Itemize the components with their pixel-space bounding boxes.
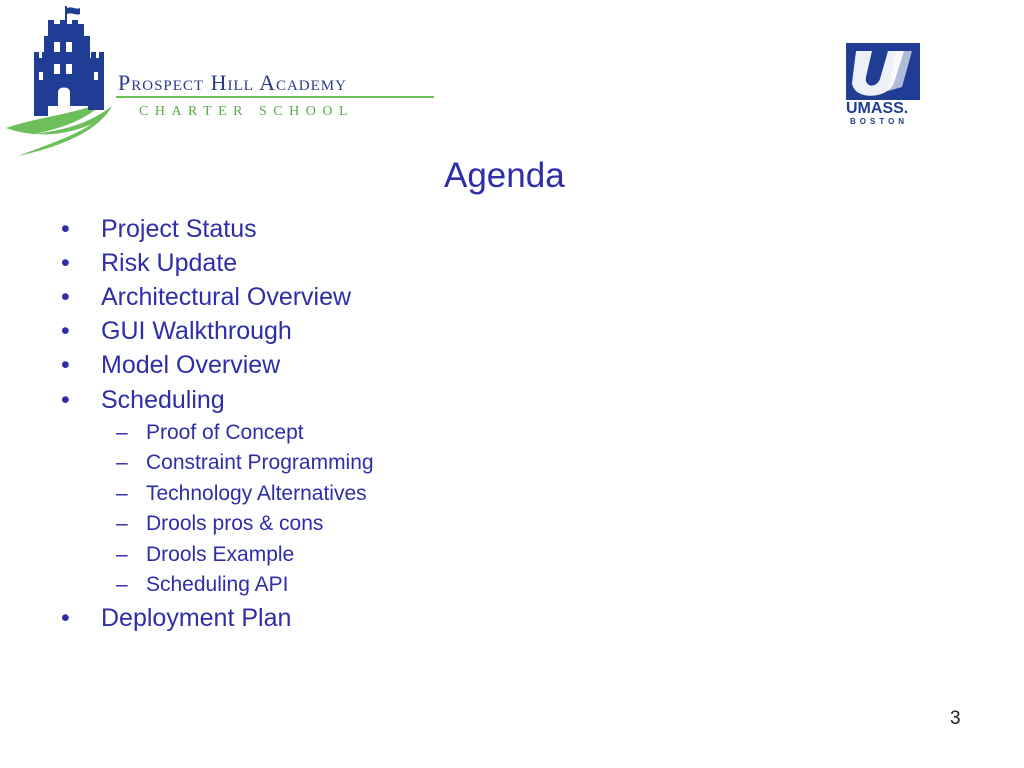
dash-icon: – xyxy=(116,573,128,596)
sub-bullet-item xyxy=(116,543,295,567)
sub-bullet-item xyxy=(116,421,304,445)
bullet-label: Risk Update xyxy=(101,249,238,277)
bullet-item xyxy=(61,317,292,346)
sub-bullet-label: Proof of Concept xyxy=(146,421,304,444)
sub-bullet-item xyxy=(116,573,289,597)
sub-bullet-label: Drools pros & cons xyxy=(146,512,324,535)
bullet-icon: • xyxy=(61,283,70,311)
dash-icon: – xyxy=(116,421,128,444)
bullet-icon: • xyxy=(61,215,70,243)
sub-bullet-label: Technology Alternatives xyxy=(146,482,367,505)
bullet-icon: • xyxy=(61,317,70,345)
sub-bullet-item xyxy=(116,512,324,536)
dash-icon: – xyxy=(116,543,128,566)
bullet-item xyxy=(61,249,238,278)
umass-emblem xyxy=(846,43,920,100)
dash-icon: – xyxy=(116,482,128,505)
bullet-label: Deployment Plan xyxy=(101,604,292,632)
bullet-label: GUI Walkthrough xyxy=(101,317,292,345)
sub-bullet-item xyxy=(116,482,367,506)
umass-wordmark: UMASS. xyxy=(846,100,909,117)
bullet-item xyxy=(61,386,225,415)
bullet-icon: • xyxy=(61,249,70,277)
dash-icon: – xyxy=(116,451,128,474)
umass-boston-logo xyxy=(842,40,926,130)
school-subtitle: CHARTER SCHOOL xyxy=(139,104,355,119)
umass-u-icon xyxy=(846,43,920,100)
school-name: Prospect Hill Academy xyxy=(118,70,347,95)
sub-bullet-label: Drools Example xyxy=(146,543,295,566)
bullet-item xyxy=(61,215,257,244)
bullet-label: Scheduling xyxy=(101,386,225,414)
prospect-hill-academy-logo xyxy=(4,6,444,162)
umass-boston-label: BOSTON xyxy=(850,117,909,126)
bullet-icon: • xyxy=(61,604,70,632)
bullet-item xyxy=(61,351,281,380)
bullet-label: Architectural Overview xyxy=(101,283,352,311)
slide-title: Agenda xyxy=(444,156,565,195)
sub-bullet-item xyxy=(116,451,374,475)
bullet-icon: • xyxy=(61,351,70,379)
bullet-item xyxy=(61,604,292,633)
bullet-item xyxy=(61,283,352,312)
sub-bullet-label: Constraint Programming xyxy=(146,451,374,474)
sub-bullet-label: Scheduling API xyxy=(146,573,289,596)
bullet-icon: • xyxy=(61,386,70,414)
page-number: 3 xyxy=(950,708,961,729)
bullet-label: Project Status xyxy=(101,215,257,243)
bullet-label: Model Overview xyxy=(101,351,281,379)
dash-icon: – xyxy=(116,512,128,535)
